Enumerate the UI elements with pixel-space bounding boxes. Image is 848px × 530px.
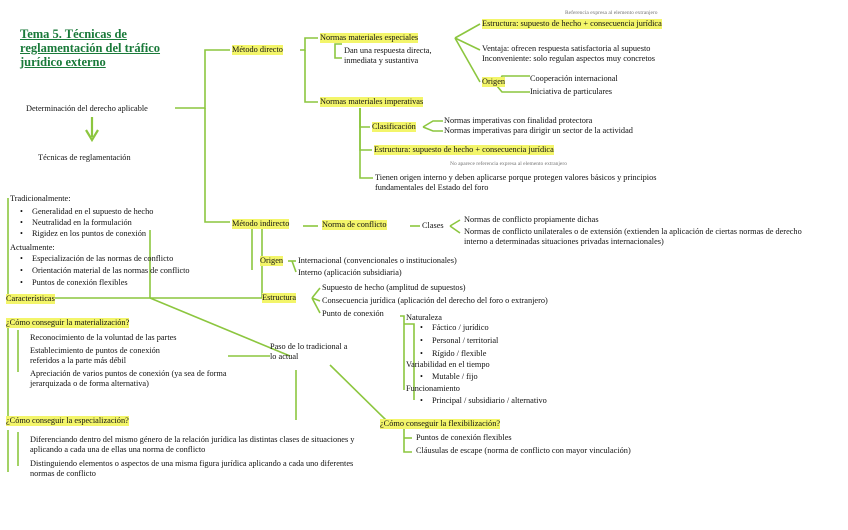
funcionamiento-label: Funcionamiento — [406, 384, 460, 393]
imperativas-label: Normas materiales imperativas — [320, 97, 424, 106]
list-item: • Generalidad en el supuesto de hecho — [18, 207, 153, 217]
list-item: • Orientación material de las normas de conflicto — [18, 266, 190, 276]
list-item: • Puntos de conexión flexibles — [18, 278, 190, 288]
paso-label: Paso de lo tradicional a lo actual — [270, 342, 348, 361]
especiales-label: Normas materiales especiales — [320, 33, 419, 42]
imperativas-note: No aparece referencia expresa al elemento extranjero — [450, 161, 567, 167]
flexibilizacion-label: ¿Cómo conseguir la flexibilización? — [380, 419, 501, 428]
tecnicas-label: Técnicas de reglamentación — [38, 153, 131, 162]
imperativas-estructura: Estructura: supuesto de hecho + consecuencia jurídica — [374, 145, 554, 154]
estructura-label: Estructura — [262, 293, 297, 302]
especializacion-item-1: Diferenciando dentro del mismo género de la relación jurídica las distintas clases de situaciones y aplicando a cada una de ellas una norma de conflicto — [30, 435, 355, 454]
especiales-origen-label: Origen — [482, 77, 506, 86]
clases-label: Clases — [422, 221, 444, 230]
list-item: • Personal / territorial — [418, 336, 498, 346]
variabilidad-label: Variabilidad en el tiempo — [406, 360, 490, 369]
flexibilizacion-item-1: Puntos de conexión flexibles — [416, 433, 512, 442]
funcionamiento-list — [418, 396, 547, 406]
estructura-item-1: Supuesto de hecho (amplitud de supuestos) — [322, 283, 466, 292]
clasificacion-item-2: Normas imperativas para dirigir un sector de la actividad — [444, 126, 633, 135]
metodo-directo-label: Método directo — [232, 45, 283, 54]
actual-label: Actualmente: — [10, 243, 55, 252]
clasificacion-item-1: Normas imperativas con finalidad protectora — [444, 116, 593, 125]
materializacion-item-1: Reconocimiento de la voluntad de las partes — [30, 333, 177, 342]
variabilidad-list — [418, 372, 478, 382]
indirecto-origen-label: Origen — [260, 256, 284, 265]
clases-item-2: Normas de conflicto unilaterales o de extensión (extienden la aplicación de ciertas normas de derecho interno a determinadas situaciones privadas internacionales) — [464, 227, 802, 246]
especiales-origen-item-2: Iniciativa de particulares — [530, 87, 613, 96]
especializacion-label: ¿Cómo conseguir la especialización? — [6, 416, 129, 425]
indirecto-origen-item-1: Internacional (convencionales o institucionales) — [298, 256, 457, 265]
estructura-item-2: Consecuencia jurídica (aplicación del derecho del foro o extranjero) — [322, 296, 548, 305]
norma-conflicto-label: Norma de conflicto — [322, 220, 387, 229]
flexibilizacion-item-2: Cláusulas de escape (norma de conflicto con mayor vinculación) — [416, 446, 631, 455]
list-item: • Principal / subsidiario / alternativo — [418, 396, 547, 406]
caracteristicas-label: Características — [6, 294, 55, 303]
especiales-origen-item-1: Cooperación internacional — [530, 74, 618, 83]
tradicional-label: Tradicionalmente: — [10, 194, 71, 203]
especializacion-item-2: Distinguiendo elementos o aspectos de una misma figura jurídica aplicando a cada uno diferentes normas de conflicto — [30, 459, 354, 478]
materializacion-item-2: Establecimiento de puntos de conexión referidos a la parte más débil — [30, 346, 160, 365]
indirecto-origen-item-2: Interno (aplicación subsidiaria) — [298, 268, 402, 277]
clases-item-1: Normas de conflicto propiamente dichas — [464, 215, 599, 224]
metodo-indirecto-label: Método indirecto — [232, 219, 290, 228]
list-item: • Mutable / fijo — [418, 372, 478, 382]
page-title: Tema 5. Técnicas de reglamentación del tráfico jurídico externo — [20, 27, 161, 69]
list-item: • Rigidez en los puntos de conexión — [18, 229, 153, 239]
punto-conexion-label: Punto de conexión — [322, 309, 384, 318]
list-item: • Especialización de las normas de conflicto — [18, 254, 190, 264]
especiales-estructura: Estructura: supuesto de hecho + consecuencia jurídica — [482, 19, 662, 28]
naturaleza-label: Naturaleza — [406, 313, 442, 322]
list-item: • Neutralidad en la formulación — [18, 218, 153, 228]
imperativas-origen: Tienen origen interno y deben aplicarse porque protegen valores básicos y principios fundamentales del Estado del foro — [375, 173, 657, 192]
especiales-note: Referencia expresa al elemento extranjero — [565, 10, 658, 16]
especiales-inconveniente: Inconveniente: solo regulan aspectos muy concretos — [482, 54, 656, 63]
materializacion-label: ¿Cómo conseguir la materialización? — [6, 318, 130, 327]
materializacion-item-3: Apreciación de varios puntos de conexión (ya sea de forma jerarquizada o de forma alternativa) — [30, 369, 227, 388]
determinacion-label: Determinación del derecho aplicable — [26, 104, 148, 113]
tradicional-list — [18, 207, 153, 239]
clasificacion-label: Clasificación — [372, 122, 416, 131]
especiales-sub: Dan una respuesta directa, inmediata y sustantiva — [344, 46, 432, 65]
naturaleza-list — [418, 323, 498, 359]
list-item: • Fáctico / jurídico — [418, 323, 498, 333]
list-item: • Rígido / flexible — [418, 349, 498, 359]
especiales-ventaja: Ventaja: ofrecen respuesta satisfactoria al supuesto — [482, 44, 651, 53]
actual-list — [18, 254, 190, 288]
